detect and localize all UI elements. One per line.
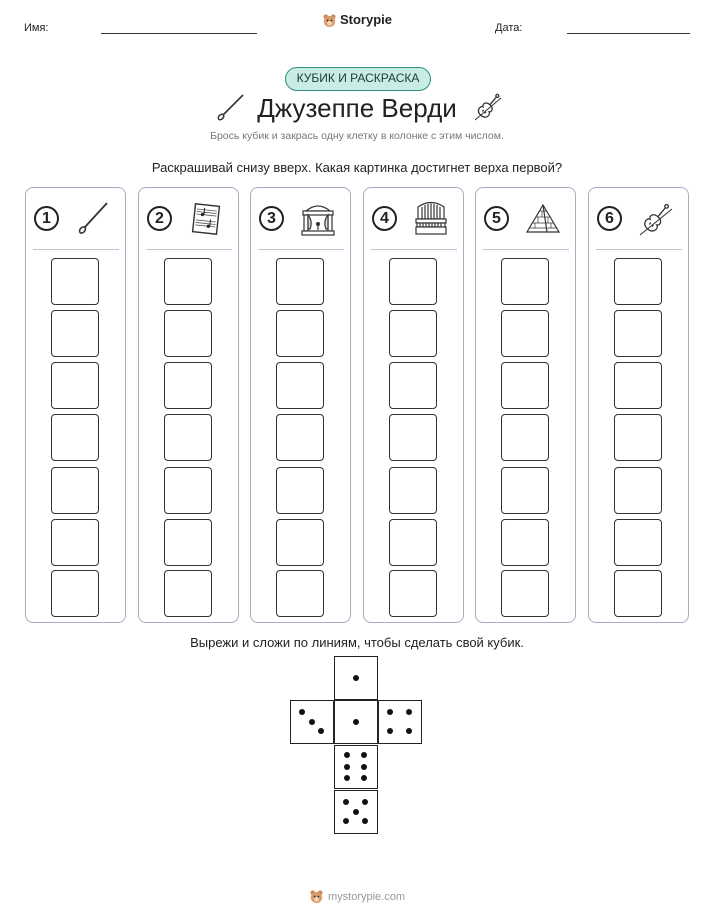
- name-line: [101, 33, 257, 34]
- column-divider: [596, 249, 682, 250]
- column-number: 2: [147, 206, 172, 231]
- color-cell[interactable]: [276, 519, 324, 566]
- color-cell[interactable]: [51, 362, 99, 409]
- coloring-instruction: Раскрашивай снизу вверх. Какая картинка достигнет верха первой?: [151, 160, 563, 175]
- color-cell[interactable]: [501, 570, 549, 617]
- color-cell[interactable]: [51, 519, 99, 566]
- column-divider: [483, 249, 569, 250]
- color-cell[interactable]: [389, 519, 437, 566]
- color-cell[interactable]: [501, 258, 549, 305]
- color-cell[interactable]: [276, 258, 324, 305]
- color-cell[interactable]: [501, 414, 549, 461]
- brand-name: Storypie: [339, 12, 392, 27]
- column-divider: [146, 249, 232, 250]
- violin-icon: [636, 199, 676, 239]
- bear-logo-icon: [322, 13, 337, 28]
- color-cell[interactable]: [389, 258, 437, 305]
- color-cell[interactable]: [389, 310, 437, 357]
- baton-icon: [73, 199, 113, 239]
- column-number: 6: [597, 206, 622, 231]
- color-cell[interactable]: [164, 414, 212, 461]
- column-number: 3: [259, 206, 284, 231]
- color-cell[interactable]: [276, 414, 324, 461]
- color-cell[interactable]: [614, 570, 662, 617]
- color-cell[interactable]: [51, 570, 99, 617]
- color-cell[interactable]: [501, 519, 549, 566]
- die-pip: [387, 709, 393, 715]
- color-cell[interactable]: [389, 570, 437, 617]
- column-number: 5: [484, 206, 509, 231]
- column-number: 1: [34, 206, 59, 231]
- color-cell[interactable]: [164, 467, 212, 514]
- date-label: Дата:: [495, 22, 523, 34]
- color-cell[interactable]: [164, 310, 212, 357]
- column-4: [363, 187, 464, 623]
- die-pip: [362, 799, 368, 805]
- color-cell[interactable]: [614, 414, 662, 461]
- violin-icon: [472, 90, 504, 124]
- die-pip: [343, 818, 349, 824]
- worksheet-badge: КУБИК И РАСКРАСКА: [285, 67, 431, 91]
- column-6: [588, 187, 689, 623]
- color-cell[interactable]: [164, 362, 212, 409]
- color-cell[interactable]: [389, 467, 437, 514]
- footer: [0, 889, 714, 904]
- die-pip: [353, 675, 359, 681]
- die-pip: [406, 709, 412, 715]
- color-cell[interactable]: [276, 570, 324, 617]
- die-pip: [353, 719, 359, 725]
- die-face-1: [334, 700, 378, 744]
- color-cell[interactable]: [164, 258, 212, 305]
- column-2: [138, 187, 239, 623]
- die-pip: [344, 752, 350, 758]
- die-pip: [318, 728, 324, 734]
- color-cell[interactable]: [501, 467, 549, 514]
- column-divider: [33, 249, 119, 250]
- page-subtitle: Брось кубик и закрась одну клетку в колонке с этим числом.: [210, 130, 504, 142]
- color-cell[interactable]: [164, 570, 212, 617]
- color-cell[interactable]: [501, 362, 549, 409]
- color-cell[interactable]: [276, 310, 324, 357]
- opera-stage-icon: [298, 199, 338, 239]
- color-cell[interactable]: [614, 519, 662, 566]
- color-cell[interactable]: [51, 467, 99, 514]
- column-3: [250, 187, 351, 623]
- die-pip: [361, 764, 367, 770]
- pipe-organ-icon: [411, 199, 451, 239]
- color-cell[interactable]: [164, 519, 212, 566]
- die-face-3: [290, 700, 334, 744]
- color-cell[interactable]: [389, 414, 437, 461]
- color-cell[interactable]: [276, 467, 324, 514]
- die-face-6: [334, 745, 378, 789]
- column-1: [25, 187, 126, 623]
- die-pip: [344, 775, 350, 781]
- name-label: Имя:: [24, 22, 49, 34]
- color-cell[interactable]: [501, 310, 549, 357]
- die-pip: [387, 728, 393, 734]
- color-cell[interactable]: [614, 362, 662, 409]
- column-divider: [371, 249, 457, 250]
- color-cell[interactable]: [276, 362, 324, 409]
- cut-instruction: Вырежи и сложи по линиям, чтобы сделать свой кубик.: [190, 635, 524, 650]
- die-pip: [361, 775, 367, 781]
- die-pip: [406, 728, 412, 734]
- sheet-music-icon: [186, 199, 226, 239]
- column-5: [475, 187, 576, 623]
- pyramid-icon: [523, 199, 563, 239]
- die-pip: [309, 719, 315, 725]
- die-pip: [344, 764, 350, 770]
- page-title: Джузеппе Верди: [257, 93, 457, 123]
- die-pip: [361, 752, 367, 758]
- footer-site: mystorypie.com: [327, 891, 406, 903]
- color-cell[interactable]: [614, 467, 662, 514]
- color-cell[interactable]: [51, 258, 99, 305]
- column-divider: [258, 249, 344, 250]
- die-face-4: [378, 700, 422, 744]
- die-pip: [362, 818, 368, 824]
- date-line: [567, 33, 690, 34]
- color-cell[interactable]: [614, 258, 662, 305]
- color-cell[interactable]: [51, 414, 99, 461]
- color-cell[interactable]: [389, 362, 437, 409]
- color-cell[interactable]: [51, 310, 99, 357]
- die-face-1: [334, 656, 378, 700]
- color-cell[interactable]: [614, 310, 662, 357]
- brand-logo: [0, 12, 714, 28]
- die-pip: [353, 809, 359, 815]
- die-pip: [343, 799, 349, 805]
- bear-logo-icon: [309, 889, 324, 904]
- die-pip: [299, 709, 305, 715]
- column-number: 4: [372, 206, 397, 231]
- die-face-5: [334, 790, 378, 834]
